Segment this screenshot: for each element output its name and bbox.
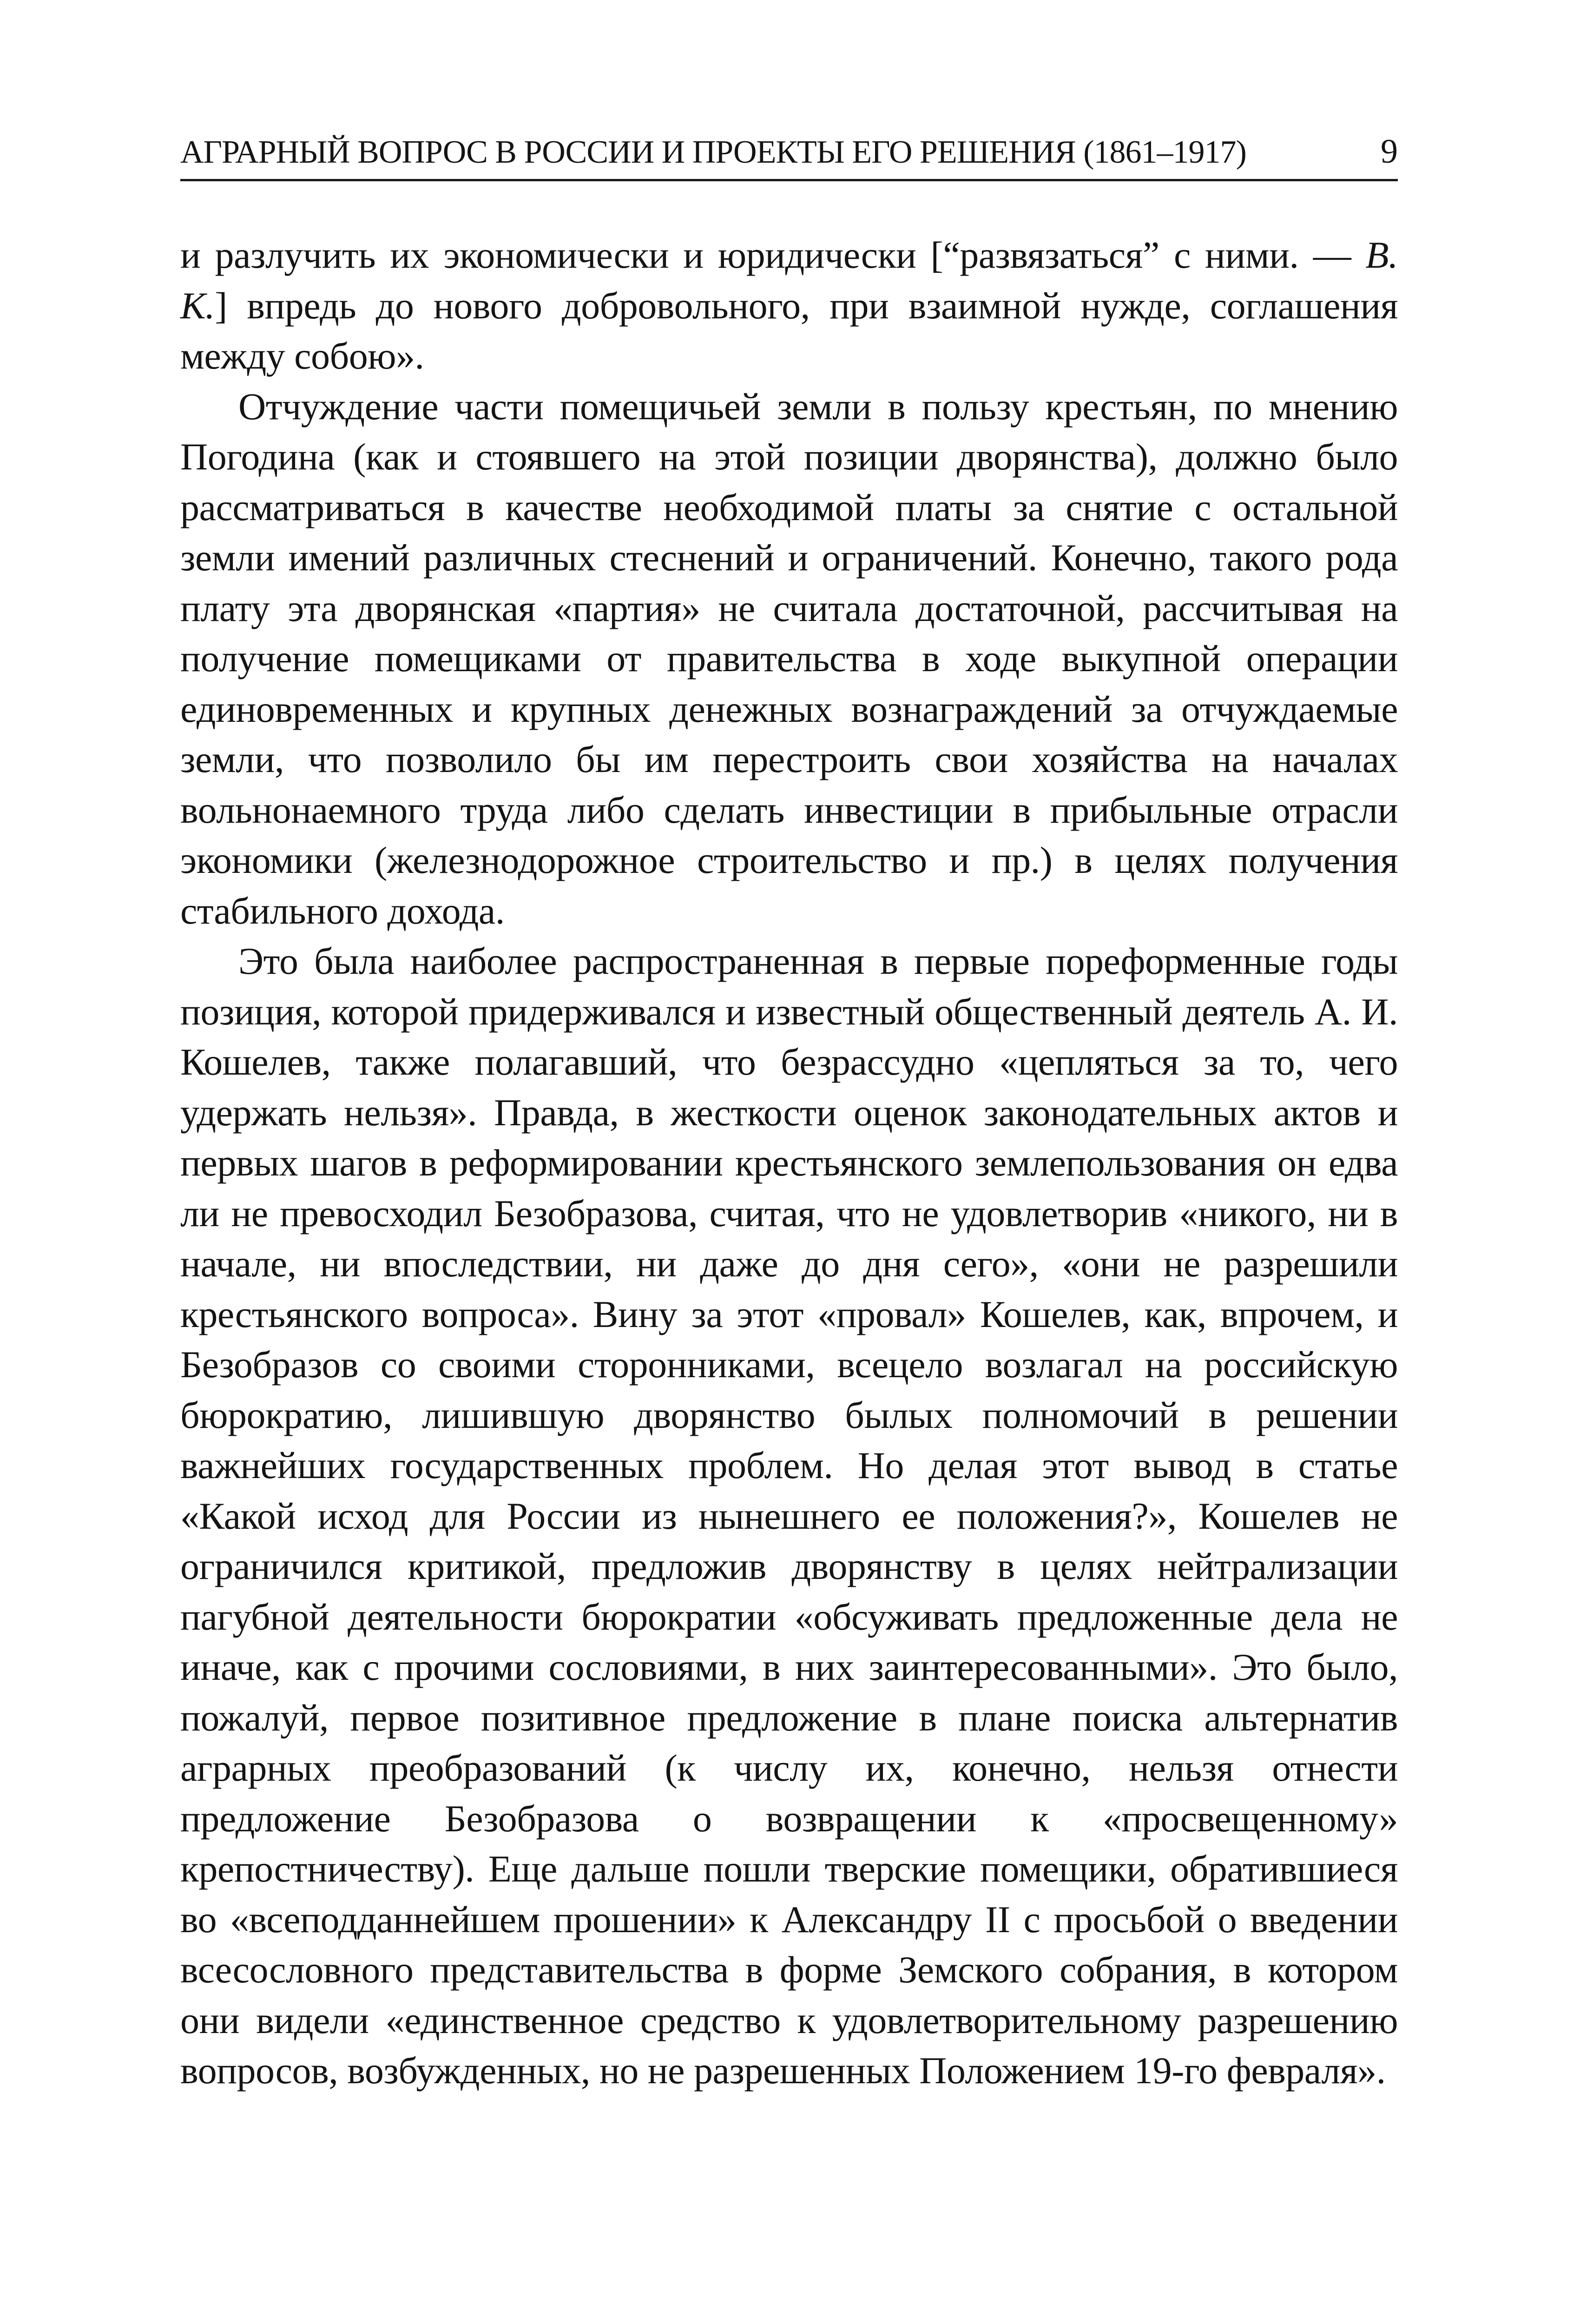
author-initials: В. К.: [180, 234, 1398, 327]
paragraph-1-part-1: и разлучить их экономически и юридически [“развязаться” с ними. —: [180, 234, 1366, 276]
paragraph-2: Отчуждение части помещичьей земли в пользу крестьян, по мнению Погодина (как и стоявшего на этой позиции дворянства), должно было рассматриваться в качестве необходимой платы за снятие с остальной земли имений различных стеснений и ограничений. Конечно, такого рода плату эта дворянская «партия» не считала достаточной, рассчитывая на получение помещиками от правительства в ходе выкупной операции единовременных и крупных денежных вознаграждений за отчуждаемые земли, что позволило бы им перестроить свои хозяйства на началах вольнонаемного труда либо сделать инвестиции в прибыльные отрасли экономики (железнодорожное строительство и пр.) в целях получения стабильного дохода.: [180, 385, 1398, 932]
paragraph-3: Это была наиболее распространенная в первые пореформенные годы позиция, которой придерживался и известный общественный деятель А. И. Кошелев, также полагавший, что безрассудно «цепляться за то, чего удержать нельзя». Правда, в жесткости оценок законодательных актов и первых шагов в реформировании крестьянского землепользования он едва ли не превосходил Безобразова, считая, что не удовлетворив «никого, ни в начале, ни впоследствии, ни даже до дня сего», «они не разрешили крестьянского вопроса». Вину за этот «провал» Кошелев, как, впрочем, и Безобразов со своими сторонниками, всецело возлагал на российскую бюрократию, лишившую дворянство былых полномочий в решении важнейших государственных проблем. Но делая этот вывод в статье «Какой исход для России из нынешнего ее положения?», Кошелев не ограничился критикой, предложив дворянству в целях нейтрализации пагубной деятельности бюрократии «обсуживать предложенные дела не иначе, как с прочими сословиями, в них заинтересованными». Это было, пожалуй, первое позитивное предложение в плане поиска альтернатив аграрных преобразований (к числу их, конечно, нельзя отнести предложение Безобразова о возвращении к «просвещенному» крепостничеству). Еще дальше пошли тверские помещики, обратившиеся во «всеподданнейшем прошении» к Александру II с просьбой о введении всесословного представительства в форме Земского собрания, в котором они видели «единственное средство к удовлетворительному разрешению вопросов, возбужденных, но не разрешенных Положением 19-го февраля».: [180, 940, 1398, 2092]
main-text: [180, 230, 1398, 2096]
paragraph-1: [180, 230, 1398, 382]
running-title: АГРАРНЫЙ ВОПРОС В РОССИИ И ПРОЕКТЫ ЕГО РЕШЕНИЯ (1861–1917): [180, 134, 1246, 170]
running-header: [180, 125, 1398, 181]
paragraph-1-part-2: ] впредь до нового добровольного, при взаимной нужде, соглашения между собою».: [180, 284, 1398, 377]
page-number: 9: [1381, 132, 1398, 171]
